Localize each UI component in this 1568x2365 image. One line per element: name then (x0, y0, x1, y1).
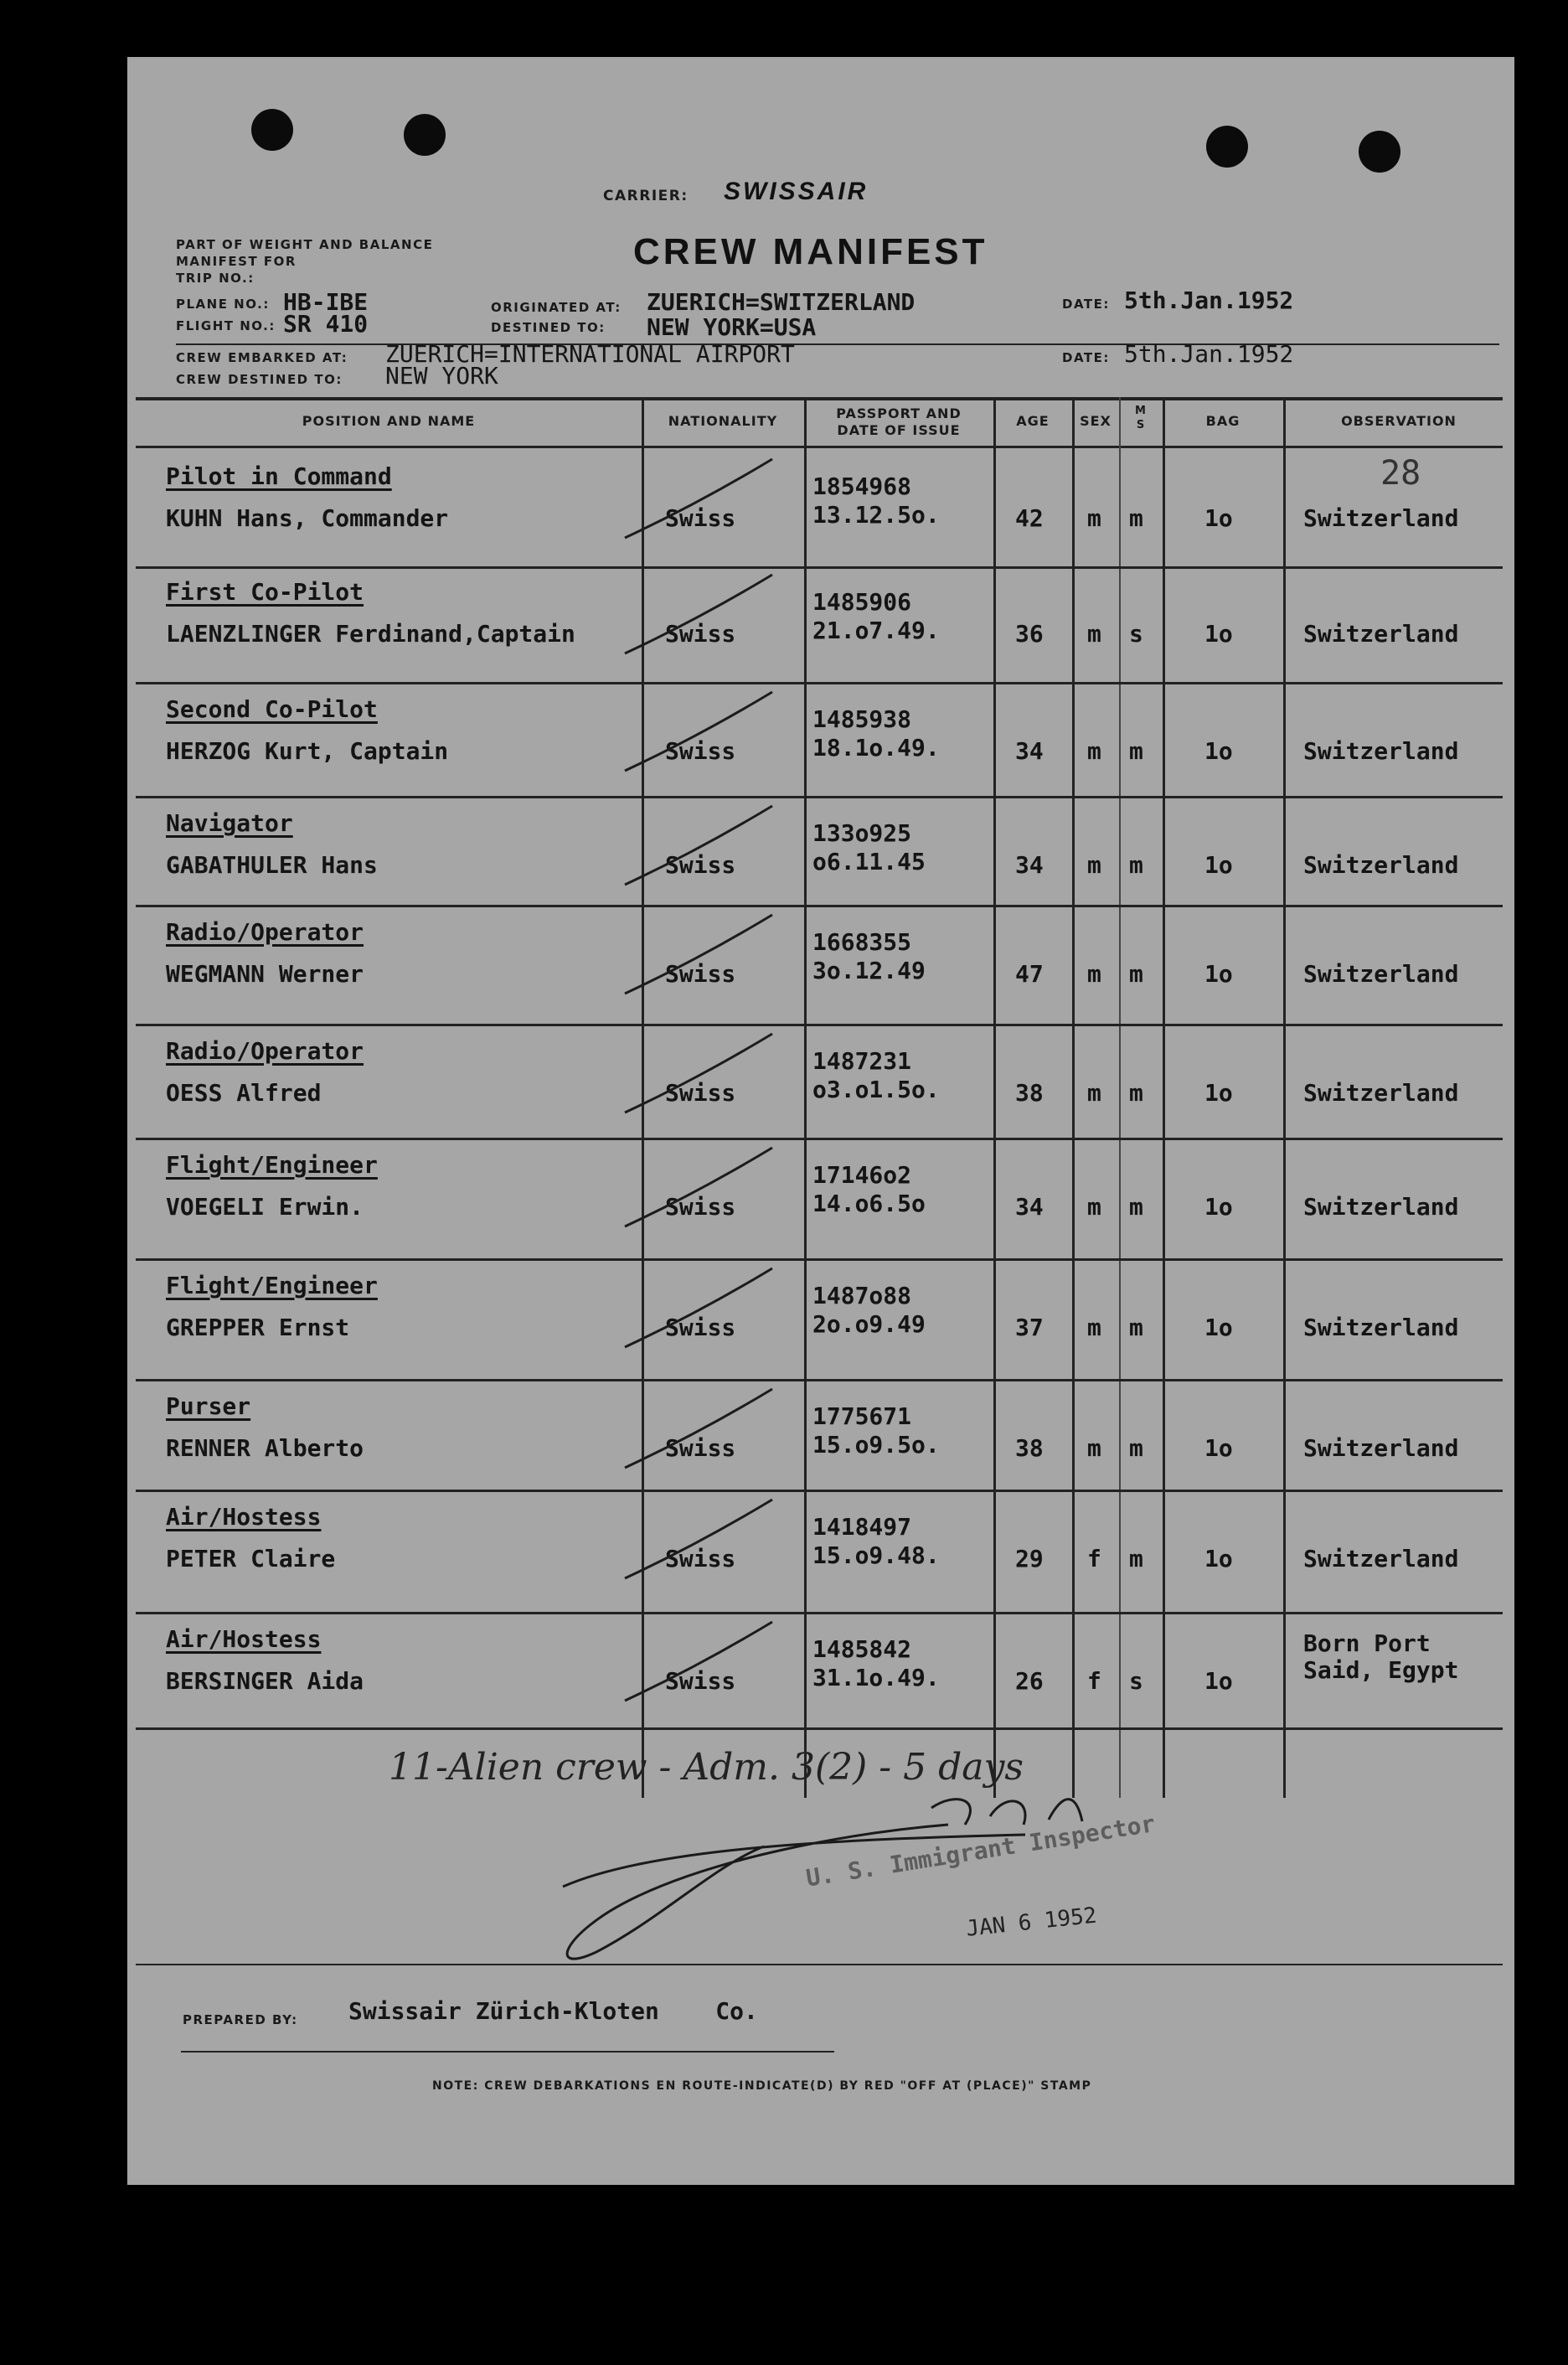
col-header-bag: BAG (1205, 413, 1240, 429)
passport-issue-date: 3o.12.49 (812, 957, 926, 984)
passport-number: 1854968 (812, 472, 912, 500)
bag-cell: 1o (1204, 737, 1233, 765)
pos-title: Air/Hostess (166, 1503, 322, 1531)
age-cell: 47 (1015, 960, 1044, 988)
crew-name: BERSINGER Aida (166, 1667, 364, 1695)
sex-cell: f (1087, 1667, 1101, 1695)
flight-label: FLIGHT NO.: (176, 318, 276, 333)
check-mark (625, 459, 772, 538)
check-mark (625, 1389, 772, 1468)
date2-value: 5th.Jan.1952 (1124, 340, 1294, 368)
page-number: 28 (1380, 454, 1421, 493)
destined-value: NEW YORK=USA (647, 313, 817, 341)
check-mark (625, 1148, 772, 1226)
crew-destined-value: NEW YORK (385, 362, 498, 390)
bag-cell: 1o (1204, 1079, 1233, 1107)
passport-number: 1775671 (812, 1402, 912, 1430)
passport-issue-date: 13.12.5o. (812, 501, 940, 529)
date-value: 5th.Jan.1952 (1124, 287, 1294, 314)
observation-cell: Switzerland (1303, 504, 1459, 532)
col-header-age: AGE (1016, 413, 1050, 429)
passport-number: 1418497 (812, 1513, 912, 1541)
passport-issue-date: 21.o7.49. (812, 617, 940, 644)
nationality-cell: Swiss (665, 620, 736, 648)
age-cell: 34 (1015, 737, 1044, 765)
nationality-cell: Swiss (665, 504, 736, 532)
bag-cell: 1o (1204, 960, 1233, 988)
marital-status-cell: m (1129, 851, 1143, 879)
carrier-logo: SWISSAIR (724, 178, 869, 205)
passport-number: 133o925 (812, 819, 912, 847)
sex-cell: m (1087, 1079, 1101, 1107)
col-header-observation: OBSERVATION (1341, 413, 1457, 429)
signature-line (181, 2051, 834, 2053)
age-cell: 36 (1015, 620, 1044, 648)
col-header-nationality: NATIONALITY (668, 413, 778, 429)
wb-label-1: PART OF WEIGHT AND BALANCE (176, 237, 434, 252)
prepared-label: PREPARED BY: (183, 2012, 298, 2027)
marital-status-cell: m (1129, 737, 1143, 765)
passport-number: 1485842 (812, 1635, 912, 1663)
observation-cell: Switzerland (1303, 851, 1459, 879)
pos-title: Flight/Engineer (166, 1151, 378, 1179)
bag-cell: 1o (1204, 1667, 1233, 1695)
passport-issue-date: 14.o6.5o (812, 1190, 926, 1217)
wb-label-3: TRIP NO.: (176, 271, 255, 286)
marital-status-cell: m (1129, 504, 1143, 532)
pos-title: Air/Hostess (166, 1625, 322, 1653)
bag-cell: 1o (1204, 1314, 1233, 1341)
col-header-passport-line1: PASSPORT AND (836, 405, 962, 421)
pos-title: Pilot in Command (166, 462, 392, 490)
check-mark (625, 806, 772, 885)
sex-cell: m (1087, 1434, 1101, 1462)
wb-label-2: MANIFEST FOR (176, 254, 297, 269)
observation-cell: Switzerland (1303, 1434, 1459, 1462)
crew-name: KUHN Hans, Commander (166, 504, 449, 532)
age-cell: 38 (1015, 1434, 1044, 1462)
sex-cell: m (1087, 620, 1101, 648)
handwritten-annotation: 11-Alien crew - Adm. 3(2) - 5 days (389, 1746, 1024, 1789)
passport-issue-date: 15.o9.5o. (812, 1431, 940, 1459)
manifest-sheet (127, 57, 1514, 2185)
marital-status-cell: m (1129, 1314, 1143, 1341)
observation-cell: Switzerland (1303, 1193, 1459, 1221)
stamp-date: JAN 6 1952 (965, 1903, 1098, 1942)
passport-issue-date: o3.o1.5o. (812, 1076, 940, 1103)
age-cell: 26 (1015, 1667, 1044, 1695)
pos-title: Radio/Operator (166, 918, 364, 946)
observation-cell: Switzerland (1303, 960, 1459, 988)
age-cell: 42 (1015, 504, 1044, 532)
col-header-ms-line1: M (1135, 405, 1147, 417)
originated-value: ZUERICH=SWITZERLAND (647, 288, 916, 316)
crew-name: LAENZLINGER Ferdinand,Captain (166, 620, 575, 648)
marital-status-cell: m (1129, 960, 1143, 988)
bag-cell: 1o (1204, 1545, 1233, 1572)
check-mark (625, 575, 772, 653)
bag-cell: 1o (1204, 620, 1233, 648)
originated-label: ORIGINATED AT: (491, 300, 622, 315)
sex-cell: f (1087, 1545, 1101, 1572)
bag-cell: 1o (1204, 1434, 1233, 1462)
date2-label: DATE: (1062, 350, 1110, 365)
observation-cell: Switzerland (1303, 737, 1459, 765)
col-header-passport-line2: DATE OF ISSUE (837, 422, 961, 438)
nationality-cell: Swiss (665, 851, 736, 879)
nationality-cell: Swiss (665, 1667, 736, 1695)
passport-issue-date: 18.1o.49. (812, 734, 940, 762)
passport-number: 1487o88 (812, 1282, 912, 1309)
sex-cell: m (1087, 1314, 1101, 1341)
age-cell: 34 (1015, 1193, 1044, 1221)
check-mark (625, 1500, 772, 1578)
date-label: DATE: (1062, 297, 1110, 312)
passport-issue-date: 2o.o9.49 (812, 1310, 926, 1338)
pos-title: First Co-Pilot (166, 578, 364, 606)
observation-cell: Born Port Said, Egypt (1303, 1629, 1459, 1684)
passport-number: 1485906 (812, 588, 912, 616)
passport-number: 1668355 (812, 928, 912, 956)
check-mark (625, 915, 772, 994)
sex-cell: m (1087, 1193, 1101, 1221)
sex-cell: m (1087, 960, 1101, 988)
marital-status-cell: m (1129, 1434, 1143, 1462)
carrier-label: CARRIER: (603, 188, 689, 204)
nationality-cell: Swiss (665, 1193, 736, 1221)
footer-divider (136, 1964, 1503, 1965)
col-header-ms-line2: S (1136, 419, 1146, 431)
pos-title: Second Co-Pilot (166, 695, 378, 723)
crew-name: RENNER Alberto (166, 1434, 364, 1462)
crew-name: OESS Alfred (166, 1079, 322, 1107)
nationality-cell: Swiss (665, 737, 736, 765)
passport-number: 1487231 (812, 1047, 912, 1075)
crew-name: VOEGELI Erwin. (166, 1193, 364, 1221)
pos-title: Flight/Engineer (166, 1272, 378, 1299)
sex-cell: m (1087, 851, 1101, 879)
footer-note: NOTE: CREW DEBARKATIONS EN ROUTE-INDICATE(D) BY RED "OFF AT (PLACE)" STAMP (432, 2079, 1092, 2093)
passport-issue-date: o6.11.45 (812, 848, 926, 875)
sex-cell: m (1087, 737, 1101, 765)
crew-name: PETER Claire (166, 1545, 336, 1572)
marital-status-cell: s (1129, 620, 1143, 648)
nationality-cell: Swiss (665, 960, 736, 988)
embarked-label: CREW EMBARKED AT: (176, 350, 348, 365)
embarked-value: ZUERICH=INTERNATIONAL AIRPORT (385, 340, 795, 368)
inspector-stamp: U. S. Immigrant Inspector (804, 1810, 1158, 1893)
destined-label: DESTINED TO: (491, 320, 606, 335)
crew-destined-label: CREW DESTINED TO: (176, 372, 343, 387)
col-header-sex: SEX (1080, 413, 1112, 429)
check-mark (625, 1034, 772, 1113)
nationality-cell: Swiss (665, 1079, 736, 1107)
crew-name: HERZOG Kurt, Captain (166, 737, 449, 765)
sex-cell: m (1087, 504, 1101, 532)
marital-status-cell: m (1129, 1193, 1143, 1221)
col-header-position: POSITION AND NAME (302, 413, 476, 429)
crew-name: GABATHULER Hans (166, 851, 378, 879)
nationality-cell: Swiss (665, 1434, 736, 1462)
bag-cell: 1o (1204, 1193, 1233, 1221)
flight-number: SR 410 (283, 310, 369, 338)
check-mark (625, 1622, 772, 1701)
marital-status-cell: m (1129, 1545, 1143, 1572)
pos-title: Purser (166, 1392, 251, 1420)
marital-status-cell: m (1129, 1079, 1143, 1107)
passport-number: 17146o2 (812, 1161, 912, 1189)
nationality-cell: Swiss (665, 1545, 736, 1572)
pos-title: Navigator (166, 809, 293, 837)
check-mark (625, 1268, 772, 1347)
bag-cell: 1o (1204, 851, 1233, 879)
bag-cell: 1o (1204, 504, 1233, 532)
age-cell: 38 (1015, 1079, 1044, 1107)
passport-issue-date: 15.o9.48. (812, 1541, 940, 1569)
crew-name: WEGMANN Werner (166, 960, 364, 988)
check-mark (625, 692, 772, 771)
observation-cell: Switzerland (1303, 620, 1459, 648)
pos-title: Radio/Operator (166, 1037, 364, 1065)
page-title: CREW MANIFEST (633, 231, 988, 272)
nationality-cell: Swiss (665, 1314, 736, 1341)
observation-cell: Switzerland (1303, 1545, 1459, 1572)
passport-issue-date: 31.1o.49. (812, 1664, 940, 1691)
passport-number: 1485938 (812, 705, 912, 733)
plane-label: PLANE NO.: (176, 297, 270, 312)
observation-cell: Switzerland (1303, 1314, 1459, 1341)
plane-number: HB-IBE (283, 288, 369, 316)
age-cell: 29 (1015, 1545, 1044, 1572)
crew-name: GREPPER Ernst (166, 1314, 350, 1341)
age-cell: 34 (1015, 851, 1044, 879)
prepared-by: Swissair Zürich-Kloten Co. (348, 1997, 758, 2025)
observation-cell: Switzerland (1303, 1079, 1459, 1107)
marital-status-cell: s (1129, 1667, 1143, 1695)
age-cell: 37 (1015, 1314, 1044, 1341)
